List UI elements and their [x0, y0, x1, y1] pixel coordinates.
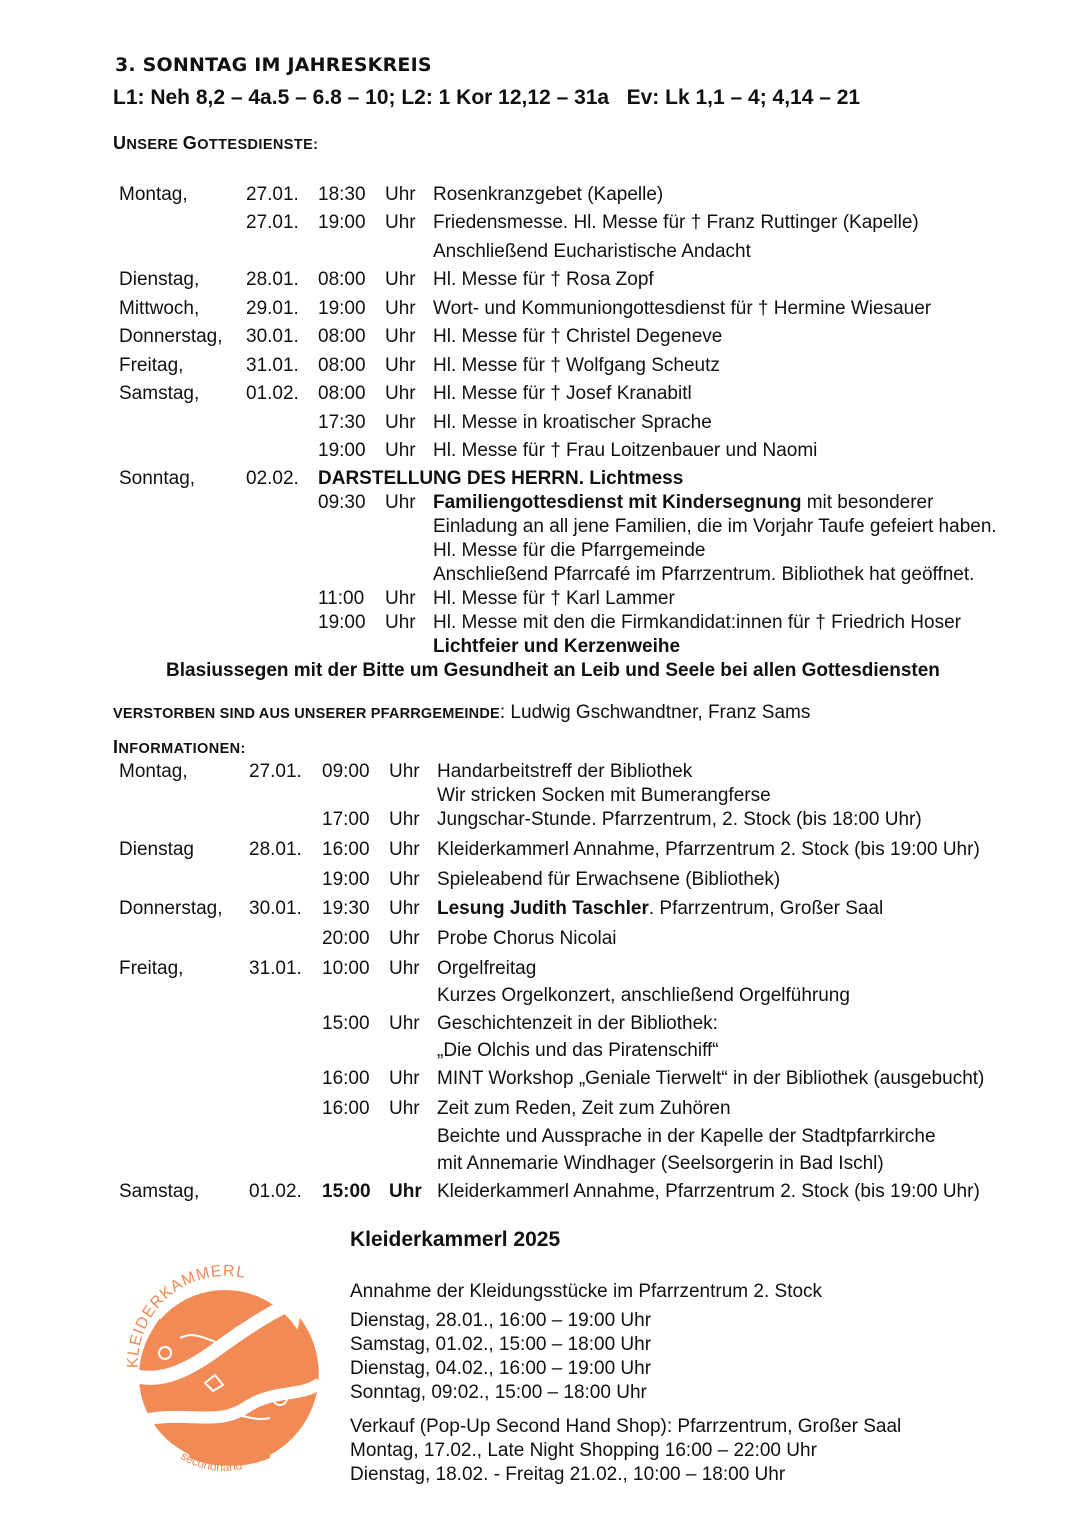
- unit-label: Uhr: [385, 298, 416, 319]
- sale-date-1: Montag, 17.02., Late Night Shopping 16:00 – 22:00 Uhr: [350, 1440, 817, 1461]
- feast-title: DARSTELLUNG DES HERRN. Lichtmess: [318, 468, 684, 489]
- event-text: „Die Olchis und das Piratenschiff“: [437, 1040, 719, 1061]
- event-text: mit Annemarie Windhager (Seelsorgerin in Bad Ischl): [437, 1153, 884, 1174]
- unit-label: Uhr: [385, 355, 416, 376]
- date-label: 27.01.: [249, 761, 302, 782]
- time-label: 19:00: [318, 612, 366, 633]
- event-text: Hl. Messe für † Rosa Zopf: [433, 269, 654, 290]
- day-label: Montag,: [119, 761, 188, 782]
- event-text: Friedensmesse. Hl. Messe für † Franz Ruttinger (Kapelle): [433, 212, 919, 233]
- event-text: Zeit zum Reden, Zeit zum Zuhören: [437, 1098, 731, 1119]
- day-label: Donnerstag,: [119, 326, 223, 347]
- day-label: Montag,: [119, 184, 188, 205]
- event-text: Orgelfreitag: [437, 958, 537, 979]
- time-label: 15:00: [322, 1013, 370, 1034]
- unit-label: Uhr: [389, 761, 420, 782]
- time-label: 10:00: [322, 958, 370, 979]
- day-label: Donnerstag,: [119, 898, 223, 919]
- time-label: 19:00: [318, 298, 366, 319]
- logo-text-top: KLEIDERKAMMERL: [124, 1262, 248, 1369]
- time-label: 19:00: [318, 212, 366, 233]
- intake-note: Annahme der Kleidungsstücke im Pfarrzentrum 2. Stock: [350, 1281, 823, 1302]
- event-text: MINT Workshop „Geniale Tierwelt“ in der Bibliothek (ausgebucht): [437, 1068, 985, 1089]
- time-label: 16:00: [322, 839, 370, 860]
- event-text: Handarbeitstreff der Bibliothek: [437, 761, 693, 782]
- unit-label: Uhr: [389, 839, 420, 860]
- time-label: 09:00: [322, 761, 370, 782]
- deceased-line: VERSTORBEN SIND AUS UNSERER PFARRGEMEINDE: Ludwig Gschwandtner, Franz Sams: [113, 702, 811, 723]
- event-text: Lichtfeier und Kerzenweihe: [433, 636, 681, 657]
- time-label: 18:30: [318, 184, 366, 205]
- date-label: 30.01.: [246, 326, 299, 347]
- time-label: 08:00: [318, 326, 366, 347]
- time-label: 16:00: [322, 1068, 370, 1089]
- event-text: Probe Chorus Nicolai: [437, 928, 617, 949]
- unit-label: Uhr: [385, 184, 416, 205]
- unit-label: Uhr: [385, 212, 416, 233]
- unit-label: Uhr: [389, 1181, 422, 1202]
- event-text: Hl. Messe für † Wolfgang Scheutz: [433, 355, 720, 376]
- event-text: Geschichtenzeit in der Bibliothek:: [437, 1013, 718, 1034]
- time-label: 17:30: [318, 412, 366, 433]
- unit-label: Uhr: [385, 612, 416, 633]
- event-text: Lesung Judith Taschler. Pfarrzentrum, Großer Saal: [437, 898, 884, 919]
- date-label: 29.01.: [246, 298, 299, 319]
- time-label: 08:00: [318, 383, 366, 404]
- unit-label: Uhr: [385, 588, 416, 609]
- blessing-note: Blasiussegen mit der Bitte um Gesundheit an Leib und Seele bei allen Gottesdiensten: [166, 660, 940, 681]
- date-label: 01.02.: [246, 383, 299, 404]
- unit-label: Uhr: [389, 928, 420, 949]
- event-text: Spieleabend für Erwachsene (Bibliothek): [437, 869, 781, 890]
- day-label: Freitag,: [119, 958, 184, 979]
- info-heading: INFORMATIONEN:: [113, 737, 246, 757]
- event-text: Rosenkranzgebet (Kapelle): [433, 184, 664, 205]
- unit-label: Uhr: [385, 326, 416, 347]
- event-text: Hl. Messe für † Karl Lammer: [433, 588, 675, 609]
- time-label: 16:00: [322, 1098, 370, 1119]
- page-title: 3. SONNTAG IM JAHRESKREIS: [115, 54, 432, 76]
- unit-label: Uhr: [385, 492, 416, 513]
- unit-label: Uhr: [385, 383, 416, 404]
- intake-date: Samstag, 01.02., 15:00 – 18:00 Uhr: [350, 1334, 652, 1355]
- day-label: Dienstag: [119, 839, 194, 860]
- day-label: Mittwoch,: [119, 298, 200, 319]
- date-label: 30.01.: [249, 898, 302, 919]
- sale-date-2: Dienstag, 18.02. - Freitag 21.02., 10:00 – 18:00 Uhr: [350, 1464, 786, 1485]
- date-label: 31.01.: [249, 958, 302, 979]
- date-label: 27.01.: [246, 212, 299, 233]
- intake-date: Dienstag, 04.02., 16:00 – 19:00 Uhr: [350, 1358, 652, 1379]
- kleiderkammerl-logo: [120, 1258, 330, 1478]
- event-text: Hl. Messe mit den die Firmkandidat:innen für † Friedrich Hoser: [433, 612, 961, 633]
- unit-label: Uhr: [385, 440, 416, 461]
- event-text: Anschließend Pfarrcafé im Pfarrzentrum. Bibliothek hat geöffnet.: [433, 564, 975, 585]
- event-text: Hl. Messe für † Josef Kranabitl: [433, 383, 692, 404]
- event-text: Kleiderkammerl Annahme, Pfarrzentrum 2. Stock (bis 19:00 Uhr): [437, 839, 980, 860]
- time-label: 19:00: [322, 869, 370, 890]
- unit-label: Uhr: [385, 269, 416, 290]
- time-label: 09:30: [318, 492, 366, 513]
- unit-label: Uhr: [385, 412, 416, 433]
- unit-label: Uhr: [389, 1068, 420, 1089]
- services-heading: UNSERE GOTTESDIENSTE:: [113, 133, 319, 153]
- event-text: Beichte und Aussprache in der Kapelle der Stadtpfarrkirche: [437, 1126, 936, 1147]
- time-label: 08:00: [318, 355, 366, 376]
- event-text: Hl. Messe für † Christel Degeneve: [433, 326, 723, 347]
- event-text: Hl. Messe für † Frau Loitzenbauer und Naomi: [433, 440, 818, 461]
- unit-label: Uhr: [389, 1098, 420, 1119]
- event-text: Jungschar-Stunde. Pfarrzentrum, 2. Stock (bis 18:00 Uhr): [437, 809, 922, 830]
- logo-text-bottom: secondhand: [178, 1448, 244, 1475]
- event-text: Einladung an all jene Familien, die im Vorjahr Taufe gefeiert haben.: [433, 516, 997, 537]
- day-label: Freitag,: [119, 355, 184, 376]
- unit-label: Uhr: [389, 898, 420, 919]
- time-label: 11:00: [318, 588, 365, 609]
- event-text: Wort- und Kommuniongottesdienst für † Hermine Wiesauer: [433, 298, 932, 319]
- date-label: 28.01.: [249, 839, 302, 860]
- time-label: 20:00: [322, 928, 370, 949]
- event-text: Familiengottesdienst mit Kindersegnung mit besonderer: [433, 492, 934, 513]
- day-label: Samstag,: [119, 1181, 200, 1202]
- event-text: Wir stricken Socken mit Bumerangferse: [437, 785, 771, 806]
- event-text: Anschließend Eucharistische Andacht: [433, 241, 751, 262]
- date-label: 27.01.: [246, 184, 299, 205]
- day-label: Sonntag,: [119, 468, 196, 489]
- intake-date: Dienstag, 28.01., 16:00 – 19:00 Uhr: [350, 1310, 652, 1331]
- event-text: Hl. Messe in kroatischer Sprache: [433, 412, 712, 433]
- intake-date: Sonntag, 09:02., 15:00 – 18:00 Uhr: [350, 1382, 647, 1403]
- date-label: 31.01.: [246, 355, 299, 376]
- date-label: 02.02.: [246, 468, 299, 489]
- time-label: 08:00: [318, 269, 366, 290]
- unit-label: Uhr: [389, 869, 420, 890]
- day-label: Dienstag,: [119, 269, 200, 290]
- time-label: 17:00: [322, 809, 370, 830]
- time-label: 15:00: [322, 1181, 371, 1202]
- unit-label: Uhr: [389, 809, 420, 830]
- time-label: 19:00: [318, 440, 366, 461]
- unit-label: Uhr: [389, 958, 420, 979]
- readings-line: L1: Neh 8,2 – 4a.5 – 6.8 – 10; L2: 1 Kor 12,12 – 31a Ev: Lk 1,1 – 4; 4,14 – 21: [113, 86, 861, 109]
- day-label: Samstag,: [119, 383, 200, 404]
- event-text: Kleiderkammerl Annahme, Pfarrzentrum 2. Stock (bis 19:00 Uhr): [437, 1181, 980, 1202]
- sale-note: Verkauf (Pop-Up Second Hand Shop): Pfarrzentrum, Großer Saal: [350, 1416, 902, 1437]
- time-label: 19:30: [322, 898, 370, 919]
- date-label: 01.02.: [249, 1181, 302, 1202]
- date-label: 28.01.: [246, 269, 299, 290]
- event-text: Kurzes Orgelkonzert, anschließend Orgelführung: [437, 985, 850, 1006]
- event-text: Hl. Messe für die Pfarrgemeinde: [433, 540, 706, 561]
- unit-label: Uhr: [389, 1013, 420, 1034]
- kleiderkammerl-title: Kleiderkammerl 2025: [350, 1228, 561, 1251]
